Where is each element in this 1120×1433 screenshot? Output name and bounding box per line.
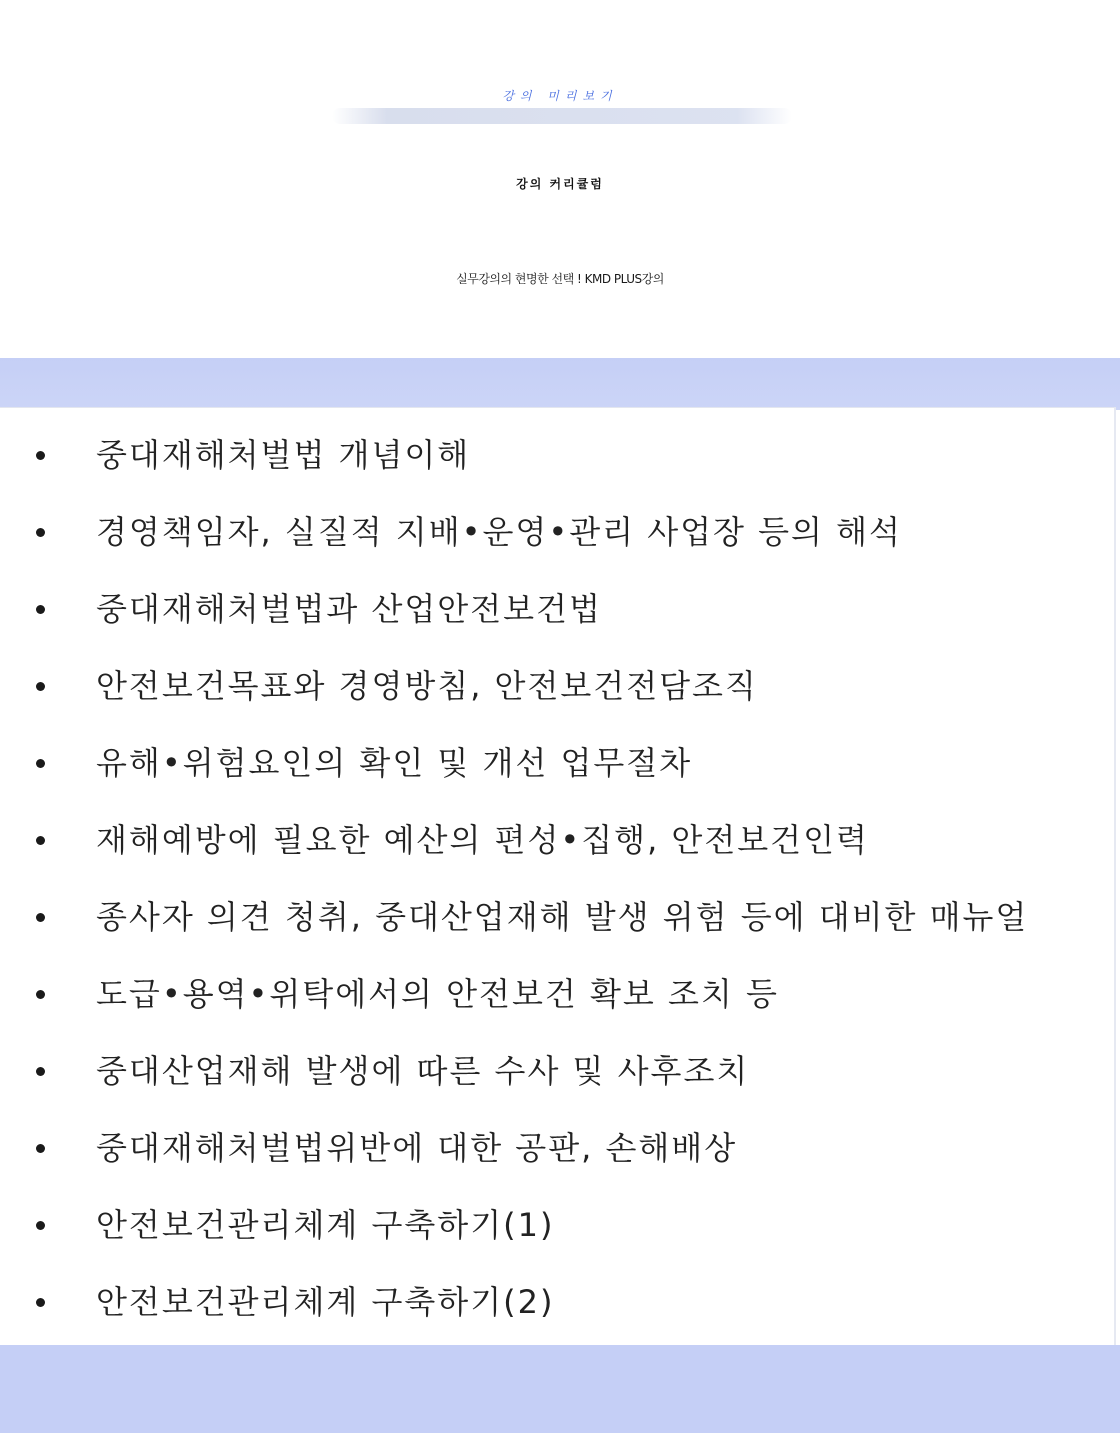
list-item bbox=[0, 1118, 1110, 1178]
list-item bbox=[0, 1041, 1110, 1101]
page-subtitle: 실무강의의 현명한 선택 ! KMD PLUS강의 bbox=[456, 272, 664, 286]
bullet-icon bbox=[36, 605, 45, 614]
list-item bbox=[0, 1272, 1110, 1332]
list-item-text: 도급•용역•위탁에서의 안전보건 확보 조치 등 bbox=[96, 975, 779, 1013]
list-item-text: 재해예방에 필요한 예산의 편성•집행, 안전보건인력 bbox=[96, 821, 869, 859]
bullet-icon bbox=[36, 990, 45, 999]
list-item bbox=[0, 887, 1110, 947]
curriculum-panel bbox=[0, 407, 1116, 1346]
list-item-text: 중대재해처벌법과 산업안전보건법 bbox=[96, 590, 602, 628]
list-item-text: 유해•위험요인의 확인 및 개선 업무절차 bbox=[96, 744, 693, 782]
list-item bbox=[0, 656, 1110, 716]
list-item-text: 안전보건관리체계 구축하기(1) bbox=[96, 1206, 555, 1244]
bullet-icon bbox=[36, 1221, 45, 1230]
list-item-text: 안전보건목표와 경영방침, 안전보건전담조직 bbox=[96, 667, 758, 705]
bullet-icon bbox=[36, 1144, 45, 1153]
bullet-icon bbox=[36, 1067, 45, 1076]
list-item-text: 경영책임자, 실질적 지배•운영•관리 사업장 등의 해석 bbox=[96, 513, 902, 551]
list-item bbox=[0, 579, 1110, 639]
bullet-icon bbox=[36, 759, 45, 768]
curriculum-header bbox=[0, 0, 1120, 358]
bottom-accent-band bbox=[0, 1345, 1120, 1433]
list-item-text: 중대재해처벌법위반에 대한 공판, 손해배상 bbox=[96, 1129, 738, 1167]
list-item bbox=[0, 1195, 1110, 1255]
list-item bbox=[0, 810, 1110, 870]
list-item bbox=[0, 733, 1110, 793]
list-item bbox=[0, 502, 1110, 562]
top-accent-band bbox=[0, 358, 1120, 410]
bullet-icon bbox=[36, 528, 45, 537]
list-item-text: 종사자 의견 청취, 중대산업재해 발생 위험 등에 대비한 매뉴얼 bbox=[96, 898, 1029, 936]
list-item bbox=[0, 425, 1110, 485]
list-item-text: 중대재해처벌법 개념이해 bbox=[96, 436, 471, 474]
page-title: 강의 커리큘럼 bbox=[516, 177, 604, 191]
bullet-icon bbox=[36, 451, 45, 460]
bullet-icon bbox=[36, 1298, 45, 1307]
list-item-text: 안전보건관리체계 구축하기(2) bbox=[96, 1283, 555, 1321]
list-item bbox=[0, 964, 1110, 1024]
list-item-text: 중대산업재해 발생에 따른 수사 및 사후조치 bbox=[96, 1052, 750, 1090]
bullet-icon bbox=[36, 913, 45, 922]
eyebrow-block bbox=[0, 68, 1120, 128]
bullet-icon bbox=[36, 682, 45, 691]
bullet-icon bbox=[36, 836, 45, 845]
eyebrow-label: 강의 미리보기 bbox=[502, 89, 618, 103]
